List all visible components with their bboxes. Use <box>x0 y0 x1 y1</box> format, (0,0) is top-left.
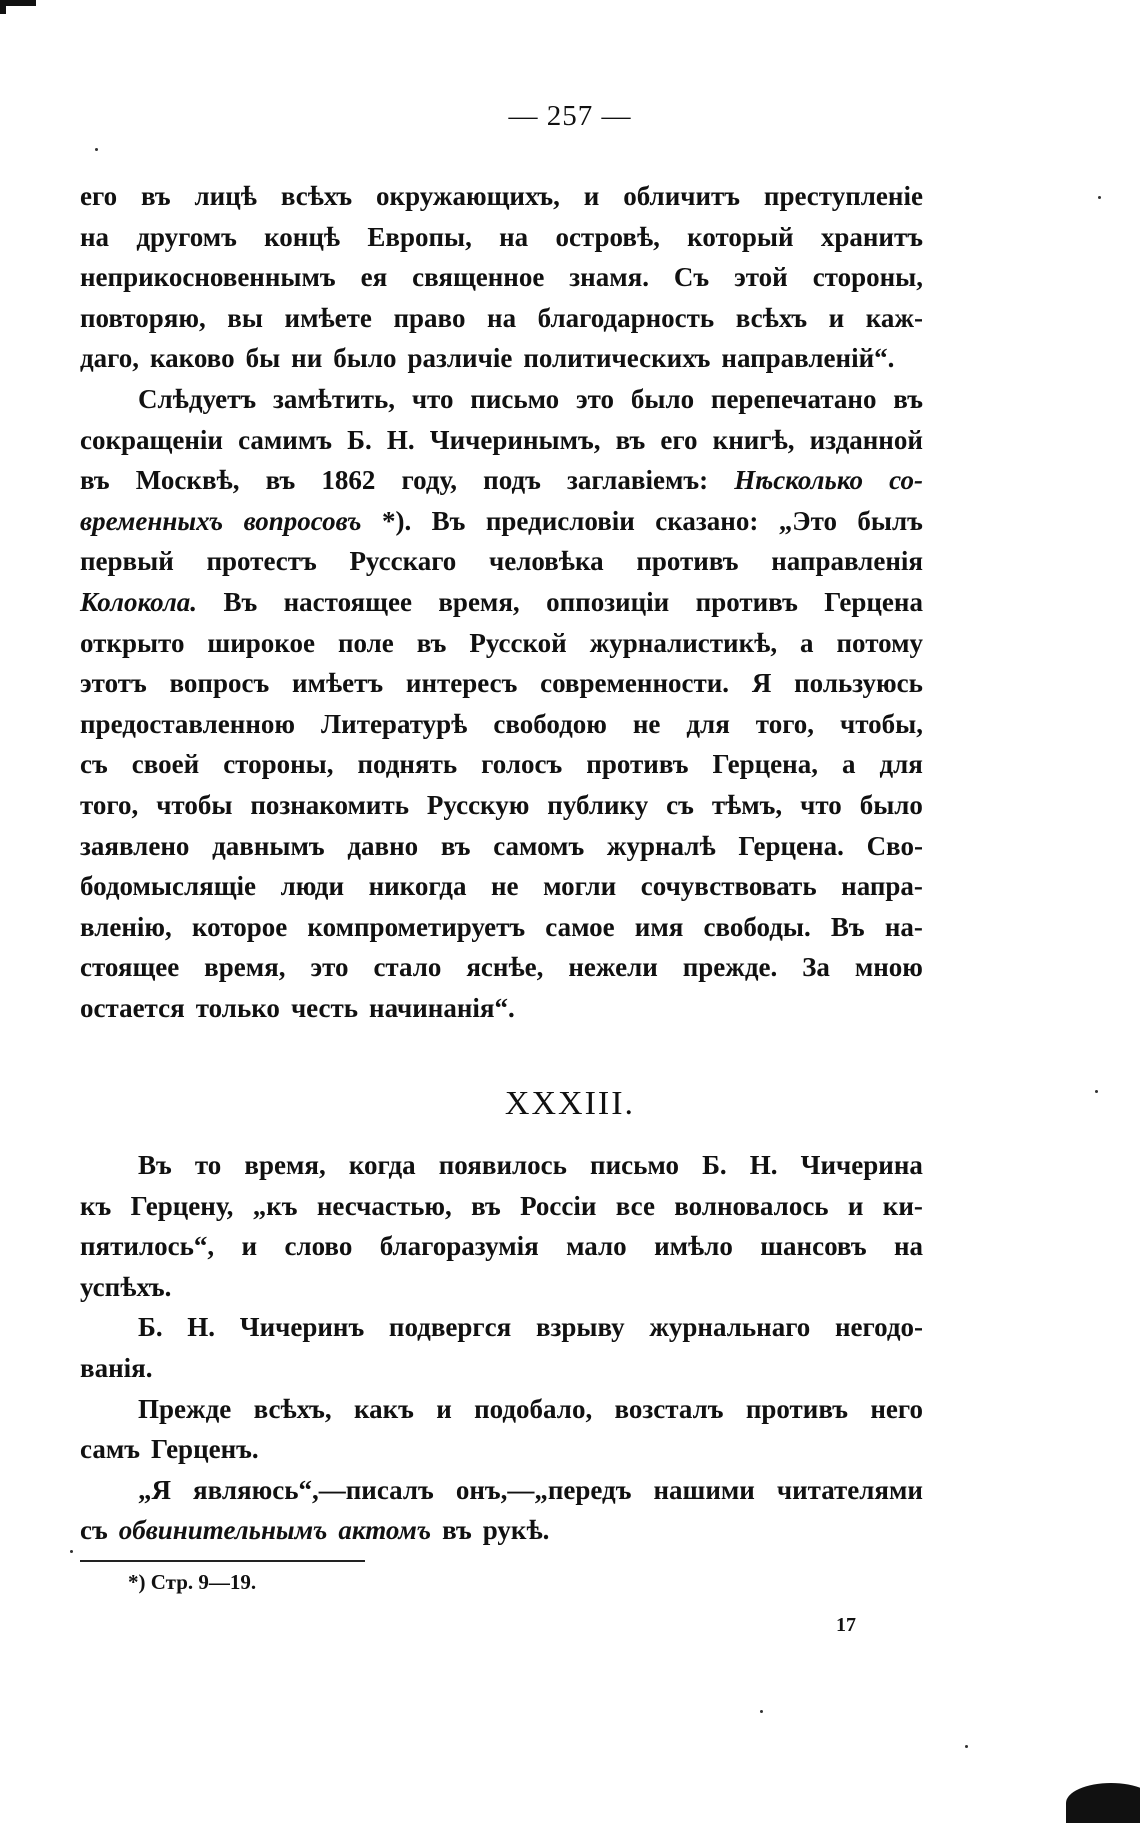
word: Колокола. <box>80 586 198 617</box>
word: окружающихъ, <box>376 181 560 211</box>
word: на <box>80 221 110 252</box>
word: на <box>893 1231 923 1262</box>
word: Москвѣ, <box>135 465 240 496</box>
word: „Это <box>778 505 837 536</box>
word: и <box>436 1393 452 1424</box>
word: и <box>583 181 600 211</box>
word: для <box>879 749 923 780</box>
word: сказано: <box>655 505 759 536</box>
word: время, <box>438 586 520 617</box>
word: ванія. <box>80 1352 153 1383</box>
word: нежели <box>568 952 658 983</box>
text-line <box>80 338 923 379</box>
paragraph-chicherin-reprint <box>80 379 923 1029</box>
word: направленія <box>771 546 923 577</box>
word: всѣхъ, <box>253 1393 332 1424</box>
word: этой <box>734 262 788 293</box>
word: не <box>491 871 519 902</box>
word: и <box>241 1231 258 1262</box>
word: изданной <box>809 424 923 455</box>
text-line <box>80 1470 923 1511</box>
text-line <box>80 826 923 867</box>
scan-speck <box>965 1745 968 1748</box>
word: ея <box>360 262 388 293</box>
word: современности. <box>540 668 730 699</box>
text-line <box>80 623 923 664</box>
text-line <box>80 257 923 298</box>
word: это <box>310 952 349 983</box>
word: стоящее <box>80 952 180 983</box>
word: въ <box>615 424 646 455</box>
word: каж- <box>865 302 923 333</box>
word: *). <box>381 505 412 536</box>
word: было <box>333 343 397 374</box>
word: оппозиціи <box>546 586 670 617</box>
word: былъ <box>857 505 923 536</box>
word: ни <box>291 343 323 374</box>
word: „къ <box>252 1190 298 1221</box>
text-line <box>80 420 923 461</box>
word: съ <box>666 789 694 820</box>
word: къ <box>80 1190 112 1221</box>
word: являюсь“,—писалъ <box>193 1474 434 1505</box>
word: свободою <box>493 708 607 739</box>
text-line <box>80 541 923 582</box>
word: никогда <box>368 871 467 902</box>
word: имѣете <box>284 302 372 333</box>
word: подобало, <box>474 1393 593 1424</box>
word: Въ <box>138 1150 172 1180</box>
word: преступленіе <box>763 181 923 211</box>
word: который <box>687 221 794 252</box>
word: давнымъ <box>212 830 325 861</box>
word: Европы, <box>367 221 472 252</box>
word: другомъ <box>136 221 237 252</box>
word: Прежде <box>138 1393 232 1424</box>
word: Герцену, <box>130 1190 234 1221</box>
word: Б. <box>702 1150 727 1180</box>
text-line <box>80 744 923 785</box>
word: Россіи <box>520 1190 597 1221</box>
word: имѣло <box>654 1231 733 1262</box>
text-line <box>80 379 923 420</box>
word: а <box>841 749 856 780</box>
word: голосъ <box>481 749 563 780</box>
word: его <box>660 424 698 455</box>
chapter-heading: XXXIII. <box>504 1085 636 1122</box>
word: своей <box>131 749 200 780</box>
word: все <box>615 1190 655 1221</box>
word: Герцена. <box>738 830 844 861</box>
word: Н. <box>187 1312 216 1343</box>
word: интересъ <box>405 668 518 699</box>
text-line <box>80 866 923 907</box>
word: право <box>393 302 466 333</box>
word: каково <box>150 343 235 374</box>
word: самимъ <box>238 424 332 455</box>
word: даго, <box>80 343 139 374</box>
word: остается <box>80 992 185 1023</box>
word: въ <box>265 465 296 496</box>
word: Въ <box>830 911 865 942</box>
word: вопросовъ <box>243 505 362 536</box>
word: поднять <box>357 749 458 780</box>
text-line <box>80 785 923 826</box>
text-line <box>80 176 923 217</box>
word: вопросъ <box>169 668 270 699</box>
word: тѣмъ, <box>711 789 783 820</box>
word: Нѣсколько <box>734 465 864 496</box>
word: это <box>575 384 615 414</box>
word: свободы. <box>703 911 811 942</box>
word: волновалось <box>674 1190 829 1221</box>
word: Чичеринымъ, <box>429 424 601 455</box>
word: бодомыслящіе <box>80 871 257 902</box>
word: въ <box>140 181 171 211</box>
word: Н. <box>386 424 415 455</box>
word: познакомить <box>250 789 409 820</box>
word: Б. <box>138 1312 163 1343</box>
word: противъ <box>695 586 798 617</box>
word: неприкосновеннымъ <box>80 262 336 293</box>
word: Герценъ. <box>150 1434 259 1465</box>
word: его <box>80 181 118 211</box>
word: читателями <box>776 1474 923 1505</box>
word: сокращеніи <box>80 424 223 455</box>
text-line <box>80 907 923 948</box>
word: заглавіемъ: <box>566 465 709 496</box>
footnote-divider <box>80 1560 365 1562</box>
word: не <box>632 708 661 739</box>
word: обвинительнымъ <box>118 1515 328 1546</box>
word: имѣетъ <box>292 668 384 699</box>
word: несчастью, <box>316 1190 452 1221</box>
signature-mark: 17 <box>836 1614 856 1636</box>
word: съ <box>80 1515 108 1546</box>
word: противъ <box>586 749 689 780</box>
word: то <box>194 1150 222 1180</box>
text-line <box>80 704 923 745</box>
word: въ <box>893 384 923 414</box>
word: взрыву <box>535 1312 625 1343</box>
word: прежде. <box>682 952 778 983</box>
text-line <box>80 1145 923 1186</box>
word: Русскую <box>426 789 530 820</box>
word: книгѣ, <box>712 424 795 455</box>
word: заявлено <box>80 830 190 861</box>
scan-speck <box>70 1550 73 1553</box>
word: Б. <box>347 424 372 455</box>
word: въ <box>471 1190 501 1221</box>
word: пятилось“, <box>80 1231 215 1262</box>
word: чтобы, <box>840 708 923 739</box>
word: было <box>859 789 923 820</box>
word: какъ <box>353 1393 414 1424</box>
scan-edge-mark <box>0 0 6 14</box>
word: въ <box>416 627 447 658</box>
text-line <box>80 1186 923 1227</box>
text-line <box>80 460 923 501</box>
word: появилось <box>438 1150 567 1180</box>
word: открыто <box>80 627 185 658</box>
text-line <box>80 663 923 704</box>
word: островѣ, <box>555 221 660 252</box>
word: благодарность <box>537 302 715 333</box>
word: напра- <box>841 871 923 902</box>
word: Въ <box>431 505 466 536</box>
text-line <box>80 501 923 542</box>
word: поле <box>337 627 394 658</box>
word: различіе <box>407 343 513 374</box>
word: въ <box>80 465 110 496</box>
word: всѣхъ <box>280 181 353 211</box>
word: начинанія“. <box>369 992 515 1023</box>
word: давно <box>347 830 419 861</box>
word: благоразумія <box>379 1231 539 1262</box>
word: для <box>686 708 730 739</box>
text-line <box>80 1267 923 1308</box>
word: имя <box>634 911 684 942</box>
word: нашими <box>653 1474 755 1505</box>
word: актомъ <box>338 1515 432 1546</box>
word: всѣхъ <box>735 302 808 333</box>
word: настоящее <box>283 586 412 617</box>
scan-speck <box>1098 196 1101 199</box>
word: знамя. <box>569 262 649 293</box>
text-line <box>80 1348 923 1389</box>
word: перепечатано <box>710 384 877 414</box>
word: того, <box>80 789 139 820</box>
word: предоставленною <box>80 708 296 739</box>
text-line <box>80 582 923 623</box>
footnote: *) Стр. 9—19. <box>128 1570 257 1594</box>
word: ки- <box>882 1190 923 1221</box>
word: стороны, <box>223 749 334 780</box>
scan-speck <box>760 1710 763 1713</box>
text-line <box>80 1226 923 1267</box>
word: успѣхъ. <box>80 1271 172 1302</box>
word: журналистикѣ, <box>589 627 778 658</box>
word: Слѣдуетъ <box>138 384 257 414</box>
word: мало <box>566 1231 627 1262</box>
word: временныхъ <box>80 505 224 536</box>
word: чтобы <box>156 789 233 820</box>
word: протестъ <box>206 546 317 577</box>
text-line <box>80 1389 923 1430</box>
word: яснѣе, <box>466 952 544 983</box>
word: широкое <box>207 627 315 658</box>
word: вы <box>227 302 263 333</box>
word: бы <box>245 343 281 374</box>
word: священное <box>412 262 545 293</box>
word: Я <box>751 668 772 699</box>
word: съ <box>80 749 108 780</box>
word: могли <box>543 871 617 902</box>
word: которое <box>191 911 288 942</box>
word: пользуюсь <box>794 668 923 699</box>
word: году, <box>401 465 458 496</box>
scan-edge-blob <box>1066 1783 1140 1823</box>
word: время, <box>204 952 286 983</box>
word: Въ <box>223 586 258 617</box>
word: Чичеринъ <box>239 1312 365 1343</box>
word: Съ <box>673 262 710 293</box>
word: журналѣ <box>606 830 716 861</box>
word: того, <box>755 708 815 739</box>
word: человѣка <box>489 546 604 577</box>
word: на- <box>884 911 923 942</box>
word: люди <box>280 871 345 902</box>
word: компрометируетъ <box>307 911 526 942</box>
text-line <box>80 298 923 339</box>
word: повторяю, <box>80 302 206 333</box>
word: со- <box>889 465 923 496</box>
text-line <box>80 1429 923 1470</box>
scan-speck <box>95 148 98 151</box>
word: публику <box>547 789 649 820</box>
text-line <box>80 988 923 1029</box>
word: лицѣ <box>194 181 257 211</box>
word: самъ <box>80 1434 140 1465</box>
word: Герцена, <box>712 749 818 780</box>
word: онъ,—„передъ <box>455 1474 632 1505</box>
word: Чичерина <box>800 1150 923 1180</box>
word: рукѣ. <box>482 1515 550 1546</box>
word: хранитъ <box>820 221 923 252</box>
word: шансовъ <box>760 1231 867 1262</box>
word: слово <box>284 1231 353 1262</box>
word: первый <box>80 546 174 577</box>
word: Литературѣ <box>321 708 468 739</box>
word: письмо <box>590 1150 679 1180</box>
word: и <box>828 302 845 333</box>
word: этотъ <box>80 668 147 699</box>
word: потому <box>836 627 923 658</box>
word: на <box>487 302 517 333</box>
word: и <box>847 1190 864 1221</box>
text-line <box>80 217 923 258</box>
paragraph-continuation <box>80 176 923 379</box>
word: обличитъ <box>623 181 741 211</box>
word: возсталъ <box>614 1393 724 1424</box>
word: что <box>411 384 454 414</box>
word: стороны, <box>812 262 923 293</box>
word: замѣтить, <box>272 384 396 414</box>
word: Русскаго <box>349 546 457 577</box>
text-line <box>80 947 923 988</box>
word: письмо <box>470 384 560 414</box>
word: негодо- <box>834 1312 923 1343</box>
word: предисловіи <box>485 505 635 536</box>
word: вленію, <box>80 911 172 942</box>
word: было <box>630 384 695 414</box>
word: въ <box>442 1515 472 1546</box>
word: честь <box>290 992 359 1023</box>
word: „Я <box>138 1474 171 1505</box>
word: противъ <box>745 1393 848 1424</box>
word: только <box>195 992 280 1023</box>
word: время, <box>244 1150 326 1180</box>
text-line <box>80 1307 923 1348</box>
word: мною <box>854 952 923 983</box>
word: Герцена <box>824 586 923 617</box>
chapter-body <box>80 1145 923 1551</box>
word: противъ <box>636 546 739 577</box>
word: Сво- <box>866 830 923 861</box>
word: журнальнаго <box>649 1312 811 1343</box>
text-line <box>80 1510 923 1551</box>
word: него <box>870 1393 923 1424</box>
word: направленій“. <box>721 343 895 374</box>
word: самомъ <box>493 830 585 861</box>
word: на <box>499 221 529 252</box>
word: подвергся <box>388 1312 512 1343</box>
word: когда <box>348 1150 416 1180</box>
word: Н. <box>749 1150 778 1180</box>
word: сочувствовать <box>640 871 817 902</box>
word: а <box>800 627 814 658</box>
word: Русской <box>469 627 567 658</box>
word: въ <box>440 830 471 861</box>
word: что <box>800 789 842 820</box>
word: 1862 <box>321 465 376 496</box>
word: концѣ <box>264 221 341 252</box>
word: подъ <box>483 465 541 496</box>
page-number: — 257 — <box>508 100 632 132</box>
word: За <box>802 952 830 983</box>
word: самое <box>545 911 615 942</box>
word: политическихъ <box>523 343 711 374</box>
word: стало <box>373 952 442 983</box>
